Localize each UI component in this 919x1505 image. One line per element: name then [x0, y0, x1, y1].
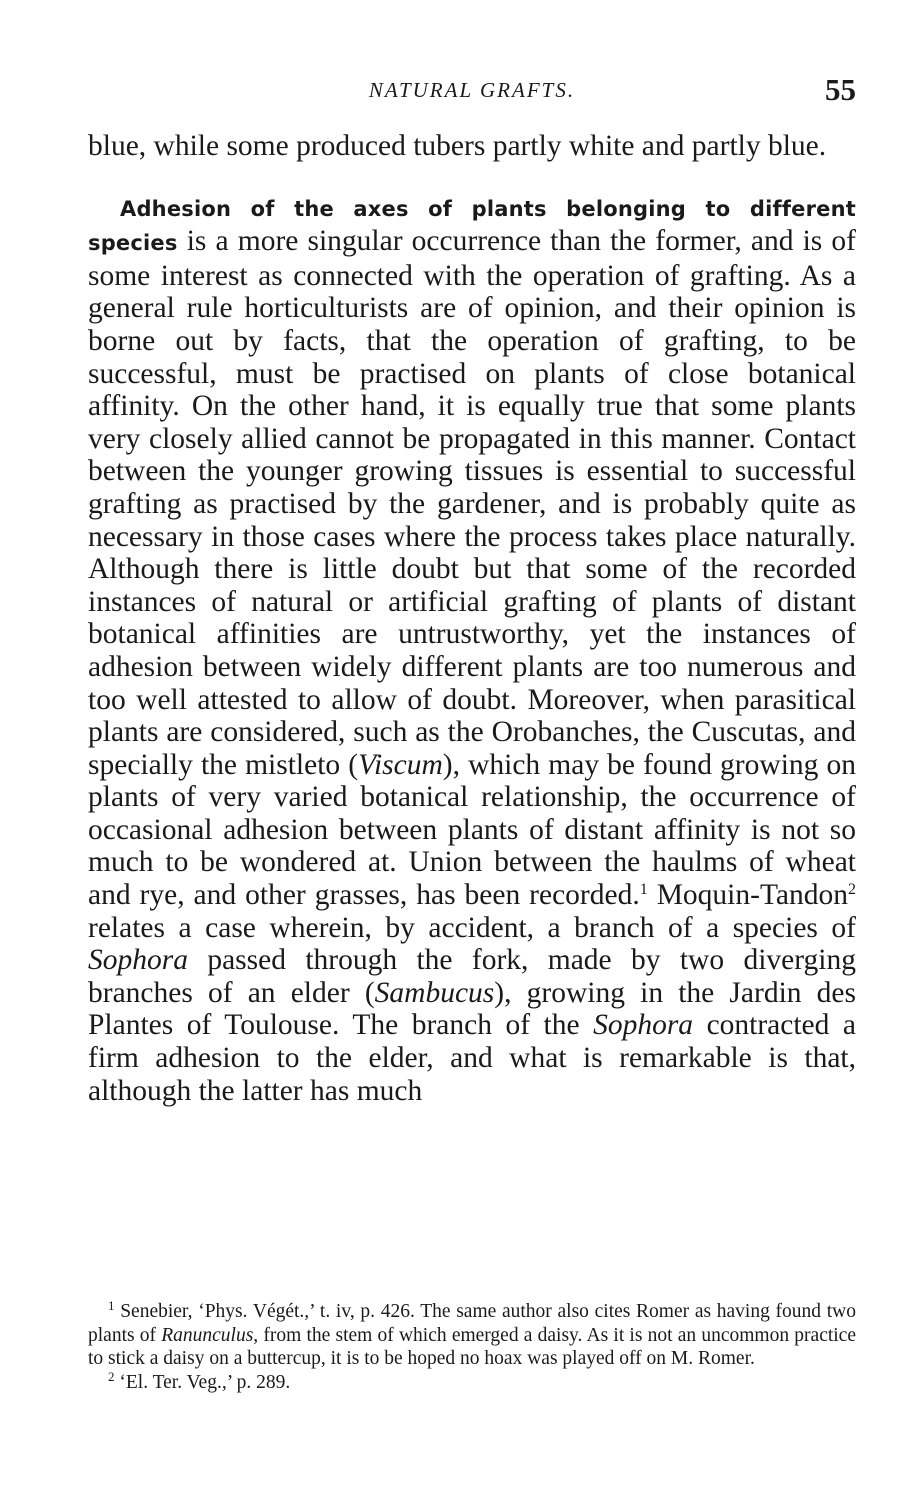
paragraph-adhesion: [88, 191, 856, 1108]
footnote-mark-1: 1: [108, 1298, 115, 1313]
page-header: [88, 72, 856, 108]
footnote-text: Senebier, ‘Phys. Végét.,’ t. iv, p. 426. The same author also cites Romer as having found two plants of: [88, 1301, 856, 1346]
paragraph-text: passed through the fork, made by two diverging branches of an elder (: [88, 944, 856, 1009]
paragraph-text: relates a case wherein, by accident, a branch of a species of: [88, 911, 856, 944]
paragraph-lead-in: Adhesion of the axes of plants belonging to different species: [88, 196, 856, 256]
italic-term-ranunculus: Ranunculus: [161, 1324, 254, 1346]
footnote-text: , from the stem of which emerged a daisy. As it is not an uncommon practice to stick a daisy on a buttercup, it is to be hoped no hoax was played off on M. Romer.: [88, 1324, 856, 1369]
page-number: 55: [825, 72, 856, 107]
italic-term-sophora: Sophora: [593, 1009, 694, 1042]
paragraph-text: is a more singular occurrence than the former, and is of some interest as connected with the operation of grafting. As a general rule horticulturists are of opinion, and their opinion is borne out by facts, that the operation of grafting, to be successful, must be practised on plants of close botanical affinity. On the other hand, it is equally true that some plants very closely allied cannot be propagated in this manner. Contact between the younger growing tissues is essential to successful grafting as practised by the gardener, and is probably quite as necessary in those cases where the process takes place naturally. Although there is little doubt but that some of the recorded instances of natural or artificial grafting of plants of distant botanical affinities are untrustworthy, yet the instances of adhesion between widely different plants are too numerous and too well attested to allow of doubt. Moreover, when parasitical plants are considered, such as the Orobanches, the Cuscutas, and specially the mistleto (: [88, 225, 856, 781]
italic-term-sambucus: Sambucus: [374, 976, 495, 1009]
italic-term-viscum: Viscum: [358, 748, 443, 781]
paragraph-continued: blue, while some produced tubers partly white and partly blue.: [88, 130, 827, 162]
body-text: [88, 130, 856, 1107]
paragraph-text: contracted a firm adhesion to the elder, and what is remarkable is that, although the latter has much: [88, 1009, 856, 1107]
footnote-2: [88, 1368, 856, 1395]
italic-term-sophora: Sophora: [88, 944, 188, 977]
footnote-reference-2: 2: [848, 881, 857, 899]
paragraph-text: ), which may be found growing on plants of very varied botanical relationship, the occurrence of occasional adhesion between plants of distant affinity is not so much to be wondered at. Union between the haulms of wheat and rye, and other grasses, has been recorded.: [88, 748, 856, 912]
footnote-reference-1: 1: [639, 881, 648, 899]
footnote-1: [88, 1300, 856, 1371]
footnotes: [88, 1300, 856, 1394]
paragraph-text: ), growing in the Jardin des Plantes of Toulouse. The branch of the: [88, 976, 856, 1042]
paragraph-text: Moquin-Tandon: [647, 879, 849, 912]
running-head: NATURAL GRAFTS.: [368, 78, 576, 102]
footnote-text: ‘El. Ter. Veg.,’ p. 289.: [114, 1371, 291, 1393]
footnote-mark-2: 2: [108, 1368, 115, 1384]
